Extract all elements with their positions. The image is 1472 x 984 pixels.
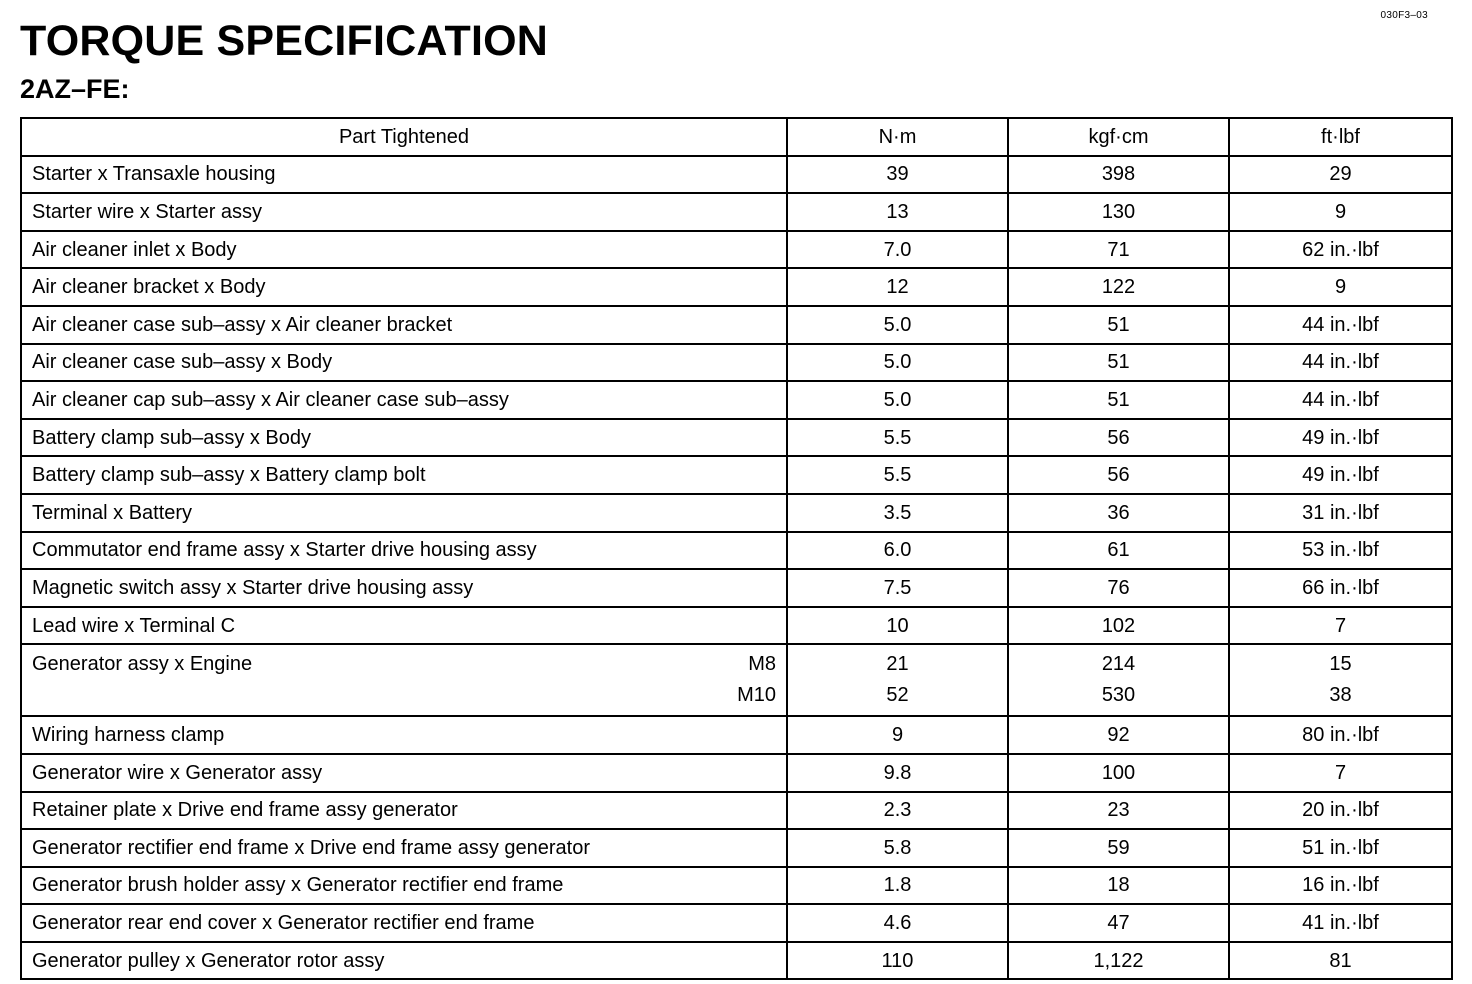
- cell-nm: 5.0: [787, 381, 1008, 419]
- table-row: [21, 156, 1452, 194]
- cell-ft: 31 in.·lbf: [1229, 494, 1452, 532]
- cell-ft: 53 in.·lbf: [1229, 532, 1452, 570]
- cell-ft: 49 in.·lbf: [1229, 456, 1452, 494]
- cell-ft: 16 in.·lbf: [1229, 867, 1452, 905]
- cell-part: Air cleaner case sub–assy x Body: [21, 344, 787, 382]
- cell-nm: 7.0: [787, 231, 1008, 269]
- cell-part: Generator pulley x Generator rotor assy: [21, 942, 787, 980]
- cell-nm: 5.0: [787, 344, 1008, 382]
- header-part: Part Tightened: [21, 118, 787, 156]
- cell-kgf: 56: [1008, 456, 1229, 494]
- cell-kgf: 130: [1008, 193, 1229, 231]
- cell-ft: 7: [1229, 607, 1452, 645]
- table-row: [21, 792, 1452, 830]
- value-kgf-m8: 214: [1101, 653, 1136, 676]
- header-nm: N·m: [787, 118, 1008, 156]
- cell-ft: 51 in.·lbf: [1229, 829, 1452, 867]
- cell-kgf: 122: [1008, 268, 1229, 306]
- cell-part: Generator wire x Generator assy: [21, 754, 787, 792]
- value-nm-m10: 52: [886, 684, 909, 707]
- table-row: [21, 904, 1452, 942]
- table-row: [21, 829, 1452, 867]
- engine-subtitle: 2AZ–FE:: [20, 74, 130, 104]
- cell-nm: 9: [787, 716, 1008, 754]
- torque-table: [20, 117, 1453, 980]
- bolt-size-m8: M8: [748, 653, 776, 676]
- bolt-size-labels: [737, 649, 776, 711]
- table-row: [21, 754, 1452, 792]
- cell-part: Generator rectifier end frame x Drive end frame assy generator: [21, 829, 787, 867]
- cell-nm: 6.0: [787, 532, 1008, 570]
- cell-ft: 81: [1229, 942, 1452, 980]
- cell-ft: 80 in.·lbf: [1229, 716, 1452, 754]
- cell-nm: 5.8: [787, 829, 1008, 867]
- cell-ft: 44 in.·lbf: [1229, 344, 1452, 382]
- cell-kgf: 92: [1008, 716, 1229, 754]
- table-row: [21, 381, 1452, 419]
- cell-kgf: 47: [1008, 904, 1229, 942]
- cell-part: Terminal x Battery: [21, 494, 787, 532]
- cell-ft: [1229, 644, 1452, 716]
- value-ft-m10: 38: [1329, 684, 1352, 707]
- cell-kgf: 51: [1008, 381, 1229, 419]
- table-row: [21, 419, 1452, 457]
- cell-part: Air cleaner case sub–assy x Air cleaner bracket: [21, 306, 787, 344]
- cell-part: [21, 644, 787, 716]
- cell-part: Generator rear end cover x Generator rectifier end frame: [21, 904, 787, 942]
- cell-nm: 2.3: [787, 792, 1008, 830]
- cell-kgf: 51: [1008, 306, 1229, 344]
- cell-part: Lead wire x Terminal C: [21, 607, 787, 645]
- table-row: [21, 569, 1452, 607]
- value-nm-m8: 21: [886, 653, 909, 676]
- table-row: [21, 193, 1452, 231]
- cell-ft: 20 in.·lbf: [1229, 792, 1452, 830]
- table-row: [21, 532, 1452, 570]
- cell-part: Air cleaner bracket x Body: [21, 268, 787, 306]
- table-row: [21, 306, 1452, 344]
- cell-nm: 4.6: [787, 904, 1008, 942]
- cell-nm: 13: [787, 193, 1008, 231]
- cell-kgf: 51: [1008, 344, 1229, 382]
- cell-nm: 110: [787, 942, 1008, 980]
- cell-part: Starter x Transaxle housing: [21, 156, 787, 194]
- cell-ft: 29: [1229, 156, 1452, 194]
- cell-part: Generator brush holder assy x Generator rectifier end frame: [21, 867, 787, 905]
- cell-part: Battery clamp sub–assy x Battery clamp bolt: [21, 456, 787, 494]
- cell-part: Commutator end frame assy x Starter drive housing assy: [21, 532, 787, 570]
- table-row: [21, 867, 1452, 905]
- cell-nm: 12: [787, 268, 1008, 306]
- table-row: [21, 344, 1452, 382]
- cell-part: Battery clamp sub–assy x Body: [21, 419, 787, 457]
- cell-nm: [787, 644, 1008, 716]
- cell-kgf: 71: [1008, 231, 1229, 269]
- cell-nm: 39: [787, 156, 1008, 194]
- header-kgf: kgf·cm: [1008, 118, 1229, 156]
- cell-nm: 1.8: [787, 867, 1008, 905]
- table-row: [21, 716, 1452, 754]
- cell-ft: 41 in.·lbf: [1229, 904, 1452, 942]
- table-row: [21, 607, 1452, 645]
- cell-ft: 66 in.·lbf: [1229, 569, 1452, 607]
- cell-nm: 7.5: [787, 569, 1008, 607]
- cell-kgf: 61: [1008, 532, 1229, 570]
- cell-nm: 5.5: [787, 456, 1008, 494]
- table-row-generator: [21, 644, 1452, 716]
- cell-kgf: 23: [1008, 792, 1229, 830]
- cell-part: Wiring harness clamp: [21, 716, 787, 754]
- cell-ft: 62 in.·lbf: [1229, 231, 1452, 269]
- cell-nm: 9.8: [787, 754, 1008, 792]
- table-row: [21, 494, 1452, 532]
- page-title: TORQUE SPECIFICATION: [20, 17, 548, 65]
- cell-ft: 9: [1229, 193, 1452, 231]
- cell-ft: 7: [1229, 754, 1452, 792]
- cell-ft: 44 in.·lbf: [1229, 306, 1452, 344]
- bolt-size-m10: M10: [737, 684, 776, 707]
- cell-part: Magnetic switch assy x Starter drive housing assy: [21, 569, 787, 607]
- cell-kgf: [1008, 644, 1229, 716]
- cell-nm: 10: [787, 607, 1008, 645]
- value-ft-m8: 15: [1329, 653, 1352, 676]
- cell-kgf: 1,122: [1008, 942, 1229, 980]
- cell-kgf: 102: [1008, 607, 1229, 645]
- cell-kgf: 56: [1008, 419, 1229, 457]
- cell-ft: 49 in.·lbf: [1229, 419, 1452, 457]
- document-code: 030F3–03: [1380, 10, 1428, 21]
- cell-kgf: 36: [1008, 494, 1229, 532]
- table-row: [21, 456, 1452, 494]
- header-ft: ft·lbf: [1229, 118, 1452, 156]
- cell-kgf: 398: [1008, 156, 1229, 194]
- part-name: Generator assy x Engine: [32, 653, 253, 676]
- cell-ft: 44 in.·lbf: [1229, 381, 1452, 419]
- table-row: [21, 268, 1452, 306]
- table-body: [21, 156, 1452, 980]
- cell-part: Air cleaner inlet x Body: [21, 231, 787, 269]
- cell-part: Retainer plate x Drive end frame assy generator: [21, 792, 787, 830]
- table-row: [21, 942, 1452, 980]
- cell-part: Starter wire x Starter assy: [21, 193, 787, 231]
- table-header-row: [21, 118, 1452, 156]
- cell-nm: 5.0: [787, 306, 1008, 344]
- cell-kgf: 76: [1008, 569, 1229, 607]
- cell-kgf: 100: [1008, 754, 1229, 792]
- cell-kgf: 59: [1008, 829, 1229, 867]
- cell-nm: 5.5: [787, 419, 1008, 457]
- value-kgf-m10: 530: [1101, 684, 1136, 707]
- cell-part: Air cleaner cap sub–assy x Air cleaner case sub–assy: [21, 381, 787, 419]
- cell-nm: 3.5: [787, 494, 1008, 532]
- cell-ft: 9: [1229, 268, 1452, 306]
- table-row: [21, 231, 1452, 269]
- cell-kgf: 18: [1008, 867, 1229, 905]
